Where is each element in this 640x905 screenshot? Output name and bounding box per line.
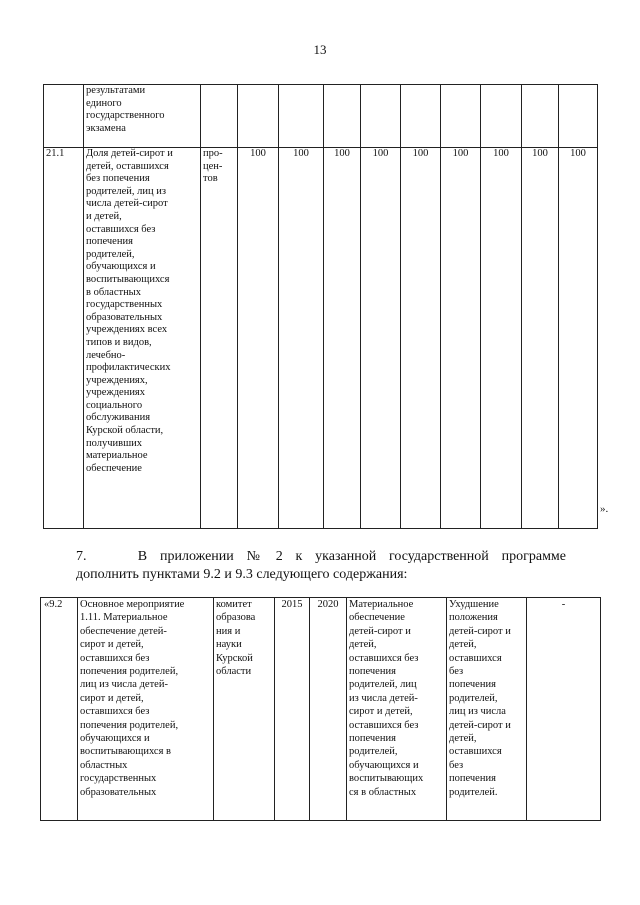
- table-cell: [441, 85, 481, 148]
- measure-title: Основное мероприятие 1.11. Материальное обеспечение детей- сирот и детей, оставшихся без попечения родителей, лиц из числа детей- сирот и детей, оставшихся без попечения родителей, обучающихся и воспитывающихся в областных государственных образовательных: [78, 598, 214, 821]
- measure-year-start: 2015: [275, 598, 310, 821]
- table-cell: [522, 85, 559, 148]
- closing-quote: ».: [600, 503, 609, 515]
- table-row: [44, 85, 598, 148]
- indicator-description: Доля детей-сирот и детей, оставшихся без попечения родителей, лиц из числа детей-сирот и детей, оставшихся без попечения родителей, обучающихся и воспитывающихся в областных государственных образовательных учреждениях всех типов и видов, лечебно- профилактических учреждениях, учреждениях социального обслуживания Курской области, получивших материальное обеспечение: [84, 148, 201, 529]
- measures-table: [40, 597, 601, 821]
- measure-executor: комитет образова ния и науки Курской области: [214, 598, 275, 821]
- indicator-value: 100: [481, 148, 522, 529]
- indicator-number: 21.1: [44, 148, 84, 529]
- table-cell: [201, 85, 238, 148]
- table-cell: [279, 85, 324, 148]
- measure-year-end: 2020: [310, 598, 347, 821]
- table-row: [41, 598, 601, 821]
- measure-link: -: [527, 598, 601, 821]
- amendment-paragraph: [76, 548, 566, 584]
- table-cell: [324, 85, 361, 148]
- measure-number: «9.2: [41, 598, 78, 821]
- indicator-value: 100: [559, 148, 598, 529]
- indicator-value: 100: [361, 148, 401, 529]
- table-cell: [481, 85, 522, 148]
- table-row: [44, 148, 598, 529]
- measure-result: Материальное обеспечение детей-сирот и детей, оставшихся без попечения родителей, лиц из числа детей- сирот и детей, оставшихся без попечения родителей, обучающихся и воспитывающих ся в областных: [347, 598, 447, 821]
- table-cell: [238, 85, 279, 148]
- indicators-table: [43, 84, 598, 529]
- indicator-value: 100: [238, 148, 279, 529]
- page-number: 13: [313, 42, 327, 57]
- table-cell: [44, 85, 84, 148]
- measure-consequence: Ухудшение положения детей-сирот и детей, оставшихся без попечения родителей, лиц из числа детей-сирот и детей, оставшихся без попечения родителей.: [447, 598, 527, 821]
- indicator-value: 100: [441, 148, 481, 529]
- indicator-value: 100: [324, 148, 361, 529]
- indicator-unit: про- цен- тов: [201, 148, 238, 529]
- indicator-value: 100: [522, 148, 559, 529]
- paragraph-line: 7. В приложении № 2 к указанной государственной программе: [76, 549, 566, 564]
- indicator-value: 100: [279, 148, 324, 529]
- paragraph-line: дополнить пунктами 9.2 и 9.3 следующего содержания:: [76, 567, 408, 582]
- table-cell: [401, 85, 441, 148]
- table-cell: [559, 85, 598, 148]
- indicator-description-continuation: результатами единого государственного экзамена: [84, 85, 201, 148]
- indicator-value: 100: [401, 148, 441, 529]
- table-cell: [361, 85, 401, 148]
